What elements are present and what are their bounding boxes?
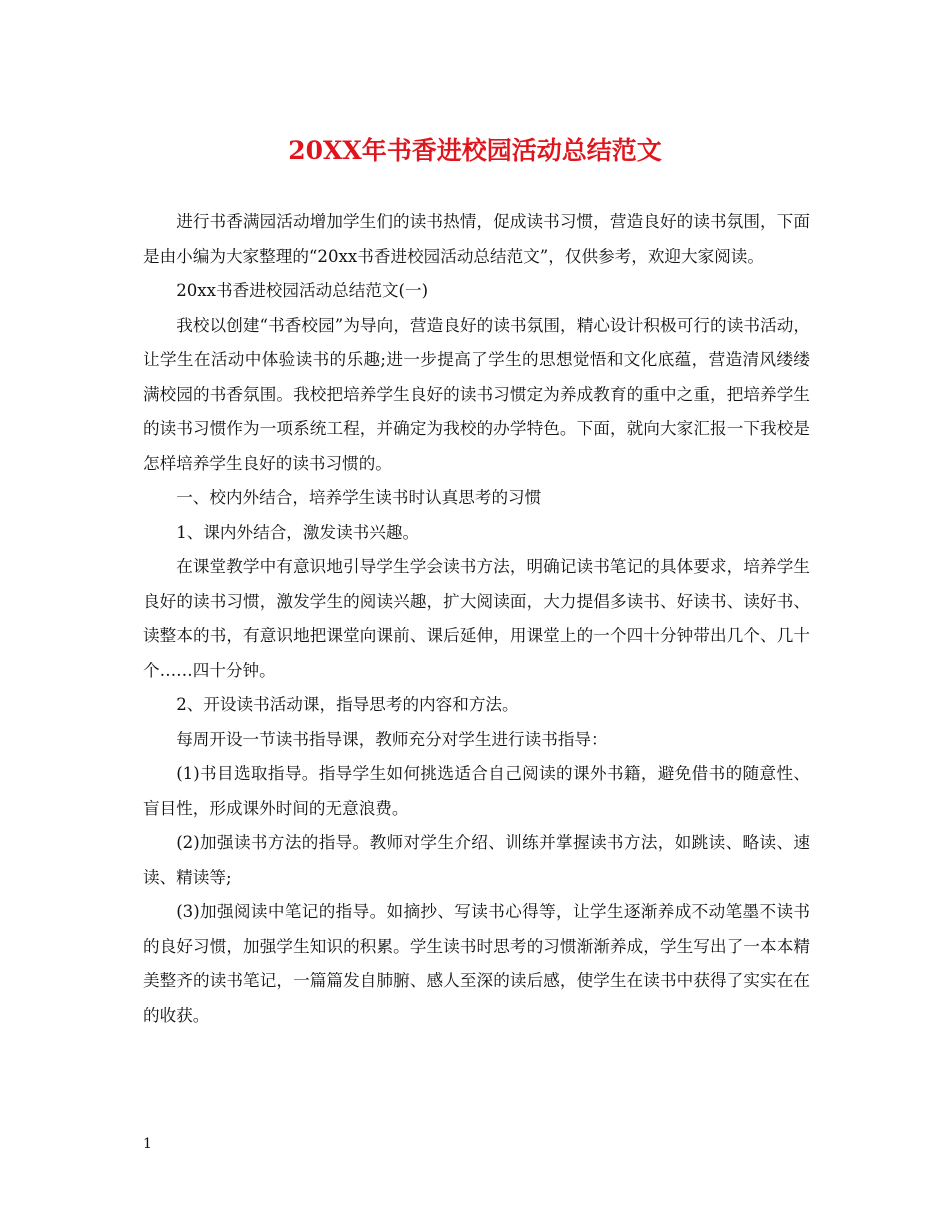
paragraph-intro: 进行书香满园活动增加学生们的读书热情，促成读书习惯，营造良好的读书氛围，下面是由小编为大家整理的“20xx书香进校园活动总结范文”，仅供参考，欢迎大家阅读。 [143, 212, 810, 266]
paragraph-subheading-2: 2、开设读书活动课，指导思考的内容和方法。 [176, 695, 519, 714]
paragraph-weekly-class: 每周开设一节读书指导课，教师充分对学生进行读书指导： [176, 729, 608, 749]
paragraph-classroom-guidance: 在课堂教学中有意识地引导学生学会读书方法，明确记读书笔记的具体要求，培养学生良好的读书习惯，激发学生的阅读兴趣，扩大阅读面，大力提倡多读书、好读书、读好书、读整本的书，有意识地把课堂向课前、课后延伸，用课堂上的一个四十分钟带出几个、几十个……四十分钟。 [143, 557, 810, 680]
paragraph-item-3: (3)加强阅读中笔记的指导。如摘抄、写读书心得等，让学生逐渐养成不动笔墨不读书的良好习惯，加强学生知识的积累。学生读书时思考的习惯渐渐养成，学生写出了一本本精美整齐的读书笔记，一篇篇发自肺腑、感人至深的读后感，使学生在读书中获得了实实在在的收获。 [143, 902, 810, 1025]
paragraph-item-1: (1)书目选取指导。指导学生如何挑选适合自己阅读的课外书籍，避免借书的随意性、盲目性，形成课外时间的无意浪费。 [143, 764, 810, 818]
paragraph-subtitle: 20xx书香进校园活动总结范文(一) [176, 281, 429, 300]
paragraph-subheading-1: 1、课内外结合，激发读书兴趣。 [176, 522, 420, 542]
document-body [143, 205, 810, 1033]
paragraph-item-2: (2)加强读书方法的指导。教师对学生介绍、训练并掌握读书方法，如跳读、略读、速读、精读等; [143, 833, 810, 887]
page-number: 1 [143, 1136, 152, 1152]
paragraph-school-overview: 我校以创建“书香校园”为导向，营造良好的读书氛围，精心设计积极可行的读书活动，让学生在活动中体验读书的乐趣;进一步提高了学生的思想觉悟和文化底蕴，营造清风缕缕满校园的书香氛围。我校把培养学生良好的读书习惯定为养成教育的重中之重，把培养学生的读书习惯作为一项系统工程，并确定为我校的办学特色。下面，就向大家汇报一下我校是怎样培养学生良好的读书习惯的。 [143, 315, 810, 473]
document-title: 20XX年书香进校园活动总结范文 [288, 136, 662, 165]
paragraph-section-heading-1: 一、校内外结合，培养学生读书时认真思考的习惯 [176, 488, 542, 507]
